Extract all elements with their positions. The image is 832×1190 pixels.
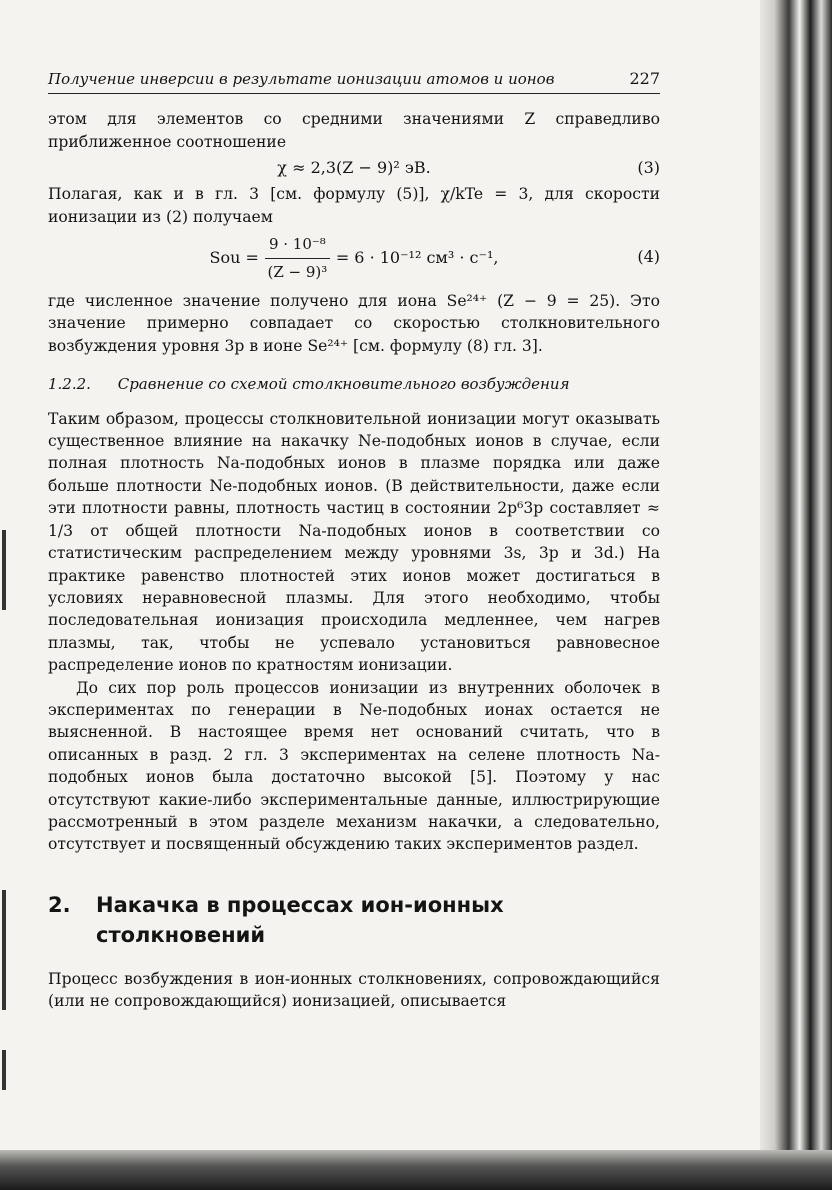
equation-3 (48, 153, 660, 183)
scan-bottom-shadow (0, 1150, 832, 1190)
page-content (48, 60, 660, 1013)
paragraph-comparison: Таким образом, процессы столкновительной ионизации могут оказывать существенное влияние на накачку Ne-подобных ионов в случае, если полная плотность Na-подобных ионов в плазме порядка или даже больше плотности Ne-подобных ионов. (В действительности, даже если эти плотности равны, плотность частиц в состоянии 2p⁶3p составляет ≈ 1/3 от общей плотности Na-подобных ионов в соответствии со статистическим распределением между уровнями 3s, 3p и 3d.) На практике равенство плотностей этих ионов может достигаться в условиях неравновесной плазмы. Для этого необходимо, чтобы последовательная ионизация происходила медленнее, чем нагрев плазмы, так, чтобы не успевало установиться равновесное распределение ионов по кратностям ионизации. (48, 409, 660, 675)
equation-3-number: (3) (637, 158, 660, 178)
section-heading (48, 890, 660, 950)
running-header-title: Получение инверсии в результате ионизации атомов и ионов (48, 70, 555, 88)
equation-4-number: (4) (637, 247, 660, 267)
equation-4 (48, 230, 660, 286)
equation-4-denominator: (Z − 9)³ (267, 262, 328, 281)
book-spine-edge (760, 0, 832, 1190)
paragraph-setup: Полагая, как и в гл. 3 [см. формулу (5)], χ/kTe = 3, для скорости ионизации из (2) получаем (48, 185, 660, 226)
equation-4-numerator: 9 · 10⁻⁸ (265, 233, 330, 258)
subsection-title: Сравнение со схемой столкновительного возбуждения (117, 375, 570, 394)
section-title: Накачка в процессах ион-ионных столкновений (96, 892, 504, 947)
equation-4-lhs: Sou = (209, 247, 259, 267)
scan-left-edge-marks (0, 530, 10, 1090)
paragraph-result: где численное значение получено для иона Se²⁴⁺ (Z − 9 = 25). Это значение примерно совпадает со скоростью столкновительного возбуждения уровня 3р в ионе Se²⁴⁺ [см. формулу (8) гл. 3]. (48, 292, 660, 355)
subsection-heading (48, 373, 660, 395)
running-header (48, 68, 660, 94)
equation-3-formula: χ ≈ 2,3(Z − 9)² эВ. (277, 158, 431, 178)
paragraph-inner-shell: До сих пор роль процессов ионизации из внутренних оболочек в экспериментах по генерации в Ne-подобных ионах остается не выясненной. В настоящее время нет оснований считать, что в описанных в разд. 2 гл. 3 экспериментах на селене плотность Na-подобных ионов была достаточно высокой [5]. Поэтому у нас отсутствуют какие-либо экспериментальные данные, иллюстрирующие рассмотренный в этом разделе механизм накачки, а следовательно, отсутствует и посвященный обсуждению таких экспериментов раздел. (48, 678, 660, 854)
section-number: 2. (48, 892, 71, 917)
paragraph-intro: этом для элементов со средними значениями Z справедливо приближенное соотношение (48, 110, 660, 151)
page-number: 227 (629, 69, 660, 88)
equation-4-rhs: = 6 · 10⁻¹² см³ · с⁻¹, (335, 247, 499, 267)
paragraph-ion-collisions: Процесс возбуждения в ион-ионных столкновениях, сопровождающийся (или не сопровождающийся) ионизацией, описывается (48, 969, 660, 1011)
subsection-number: 1.2.2. (48, 375, 91, 394)
equation-4-fraction (265, 233, 330, 283)
